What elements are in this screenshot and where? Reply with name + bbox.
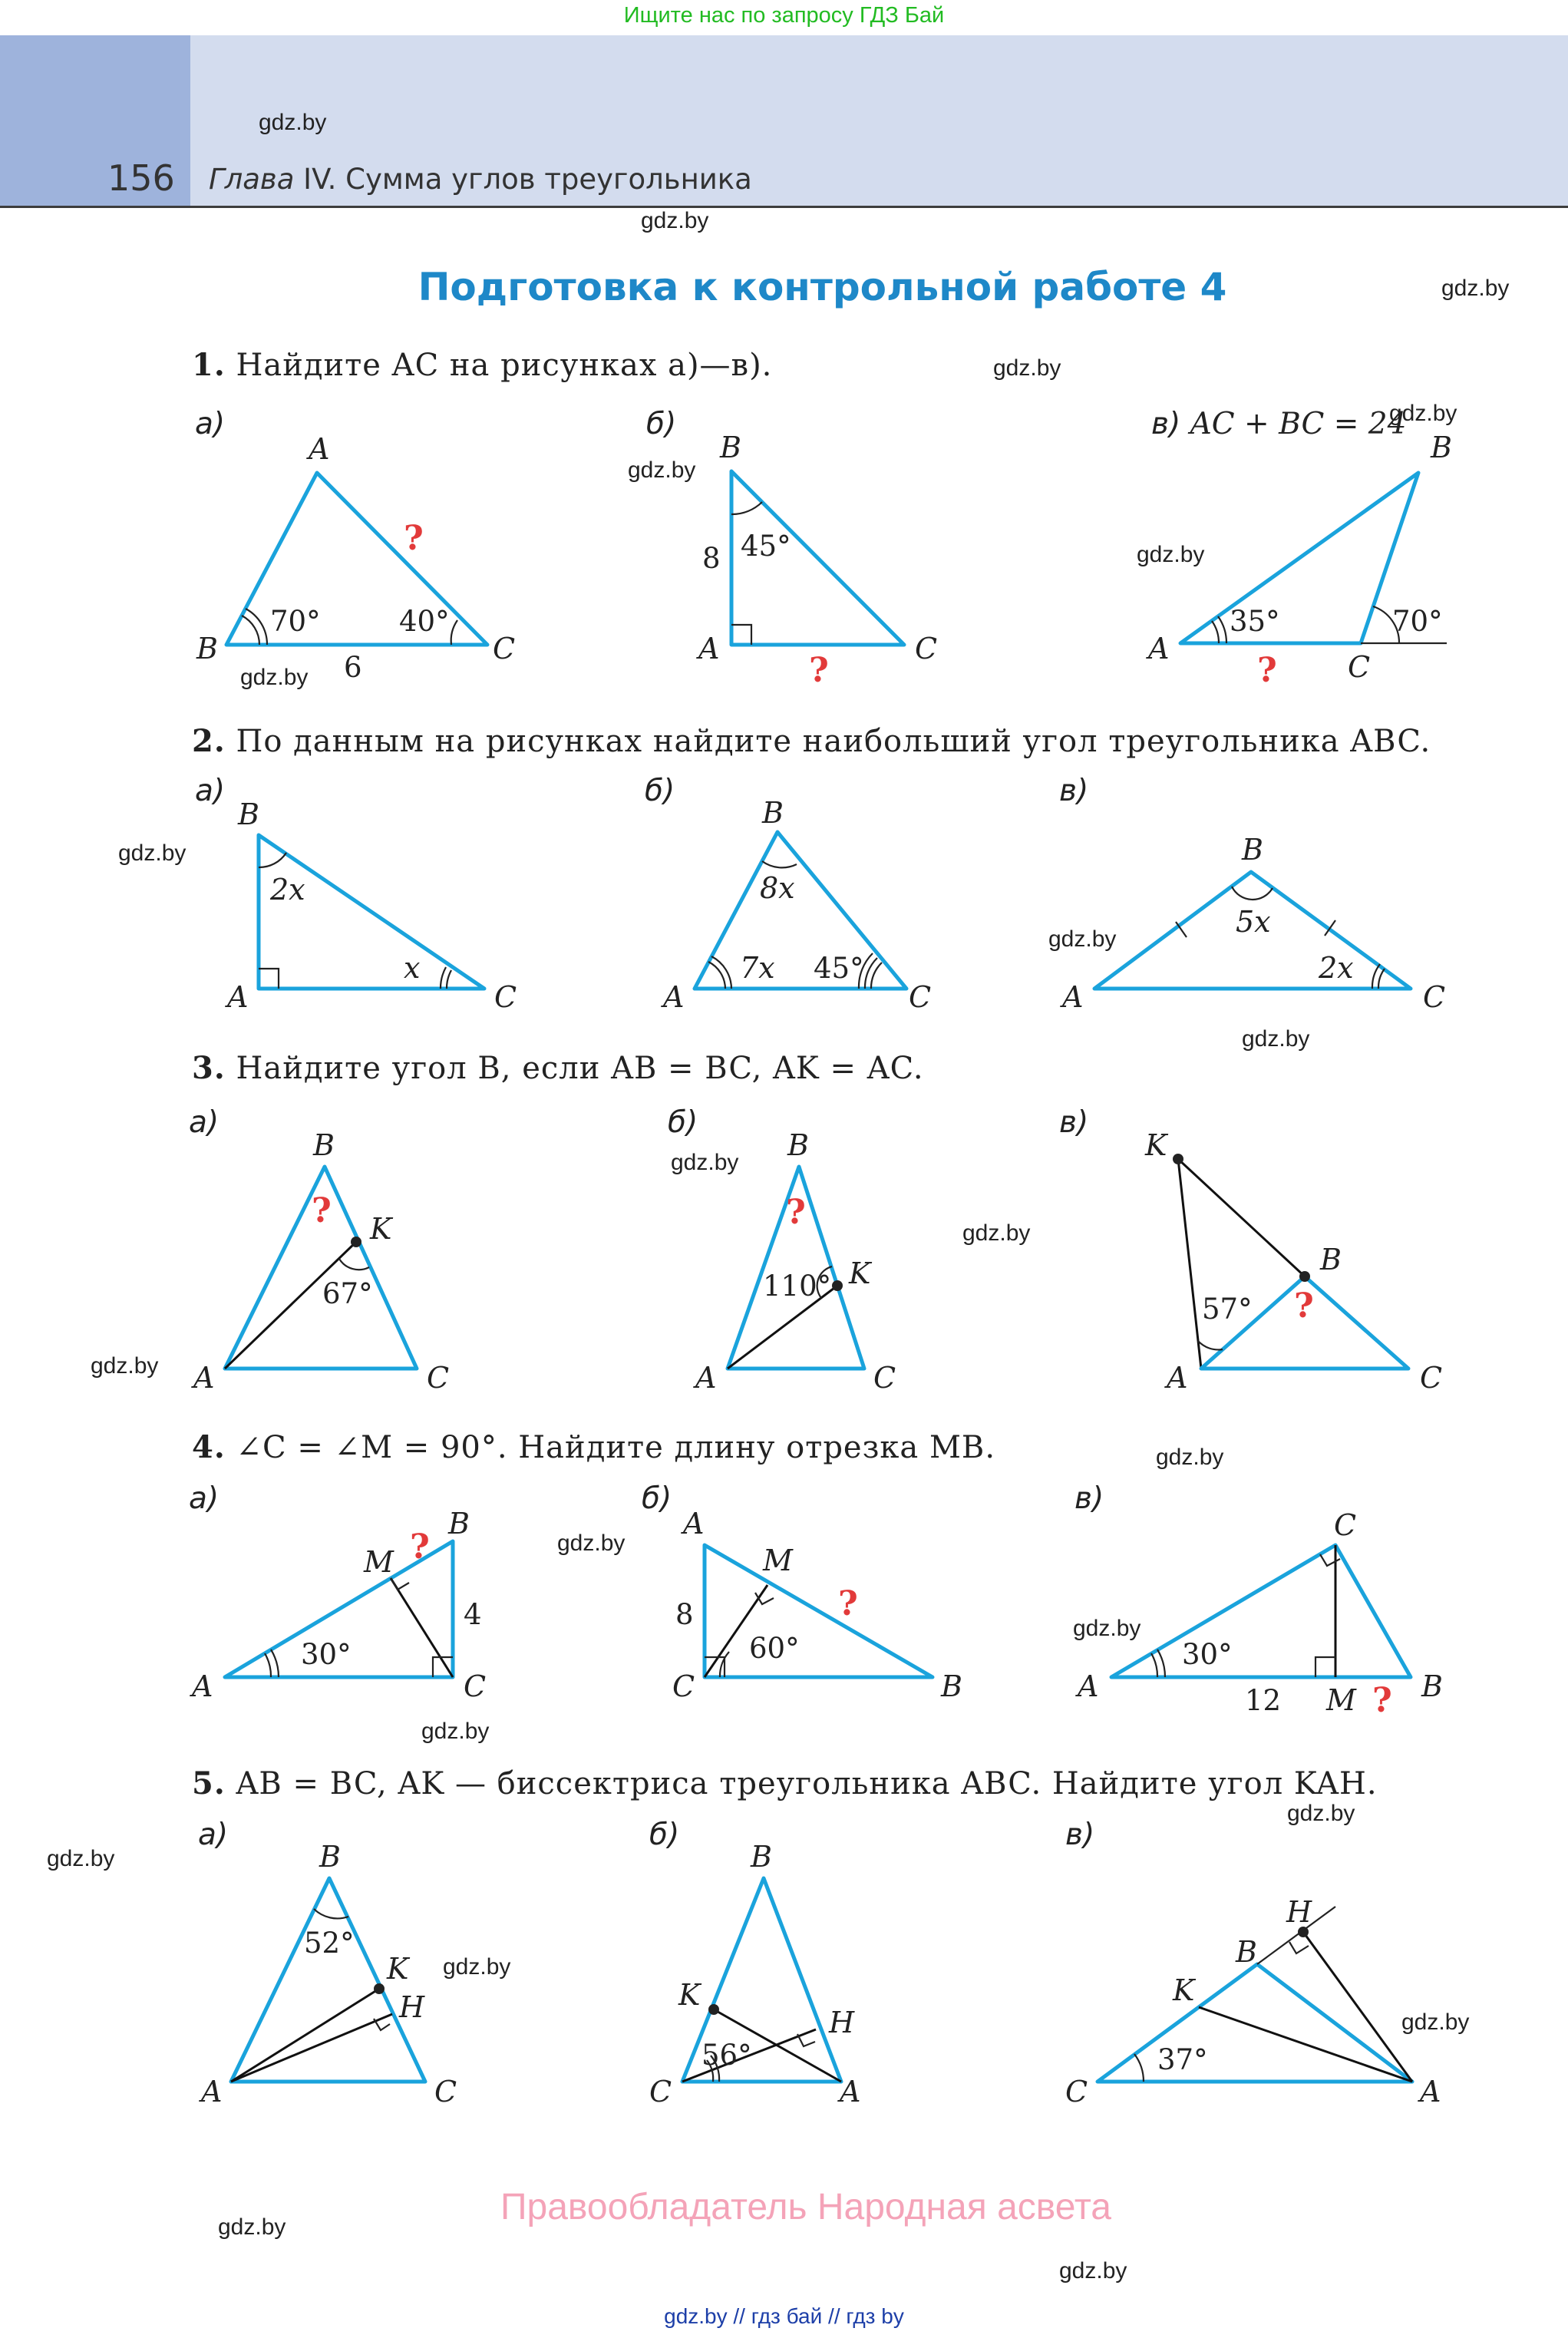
vertex-label: C bbox=[915, 632, 938, 665]
angle-label: 56° bbox=[701, 2039, 752, 2072]
watermark: gdz.by bbox=[47, 1846, 115, 1871]
angle-label: 40° bbox=[399, 605, 450, 638]
footer-links[interactable]: gdz.by // гдз бай // гдз by bbox=[664, 2304, 904, 2328]
vertex-label: B bbox=[1431, 431, 1452, 464]
figure-2b bbox=[661, 796, 931, 1014]
angle-expr: x bbox=[404, 951, 421, 985]
vertex-label: B bbox=[448, 1507, 470, 1541]
figure-2v bbox=[1060, 833, 1445, 1014]
watermark: gdz.by bbox=[962, 1220, 1031, 1246]
angle-label: 60° bbox=[749, 1632, 800, 1665]
vertex-label: C bbox=[1334, 1508, 1357, 1542]
watermark: gdz.by bbox=[1073, 1616, 1141, 1641]
vertex-label: B bbox=[1242, 833, 1263, 867]
chapter-word: Глава bbox=[209, 163, 295, 196]
angle-expr: 2x bbox=[1319, 951, 1354, 985]
watermark: gdz.by bbox=[557, 1531, 626, 1556]
unknown-mark: ? bbox=[1257, 651, 1277, 690]
unknown-mark: ? bbox=[410, 1527, 430, 1567]
watermark: gdz.by bbox=[240, 665, 309, 690]
angle-label: 45° bbox=[814, 952, 864, 985]
unknown-mark: ? bbox=[404, 519, 424, 558]
angle-label: 35° bbox=[1230, 605, 1280, 638]
chapter-name: IV. Сумма углов треугольника bbox=[294, 163, 752, 196]
figure-1a bbox=[196, 432, 515, 684]
point-label: H bbox=[399, 1990, 425, 2024]
angle-expr: 8x bbox=[760, 871, 795, 905]
problem-2: 2. По данным на рисунках найдите наибольший угол треугольника ABC. bbox=[192, 723, 1431, 759]
vertex-label: H bbox=[1286, 1895, 1312, 1929]
figure-4a bbox=[190, 1507, 486, 1703]
sub-label-a: а) bbox=[195, 774, 226, 808]
vertex-label: A bbox=[1078, 1669, 1099, 1703]
sub-label-v: в) bbox=[1059, 774, 1089, 808]
vertex-label: B bbox=[238, 797, 259, 831]
vertex-label: B bbox=[319, 1840, 341, 1874]
angle-label: 70° bbox=[270, 605, 321, 638]
vertex-label: A bbox=[683, 1507, 705, 1541]
side-label: 6 bbox=[344, 651, 362, 684]
unknown-mark: ? bbox=[312, 1191, 332, 1230]
point-label: K bbox=[678, 1978, 701, 2012]
vertex-label: C bbox=[493, 632, 516, 665]
sub-label-a: а) bbox=[195, 407, 226, 441]
vertex-label: C bbox=[1065, 2075, 1088, 2108]
watermark: gdz.by bbox=[1156, 1445, 1224, 1470]
angle-label: 45° bbox=[741, 530, 791, 563]
figure-1v bbox=[1146, 431, 1452, 690]
vertex-label: C bbox=[1423, 980, 1446, 1014]
angle-label: 30° bbox=[1182, 1638, 1233, 1671]
figure-3b bbox=[693, 1128, 896, 1395]
watermark: gdz.by bbox=[421, 1719, 490, 1744]
sub-label-b: б) bbox=[645, 774, 675, 808]
vertex-label: B bbox=[941, 1669, 962, 1703]
point-label: K bbox=[849, 1257, 871, 1290]
watermark: gdz.by bbox=[641, 208, 709, 233]
watermark: gdz.by bbox=[1389, 401, 1457, 426]
vertex-label: A bbox=[1420, 2075, 1441, 2108]
figure-1b bbox=[696, 431, 937, 690]
watermark: gdz.by bbox=[993, 355, 1061, 381]
vertex-label: A bbox=[193, 1361, 215, 1395]
point-label: M bbox=[364, 1545, 394, 1579]
vertex-label: B bbox=[751, 1840, 772, 1874]
watermark: gdz.by bbox=[1401, 2009, 1470, 2035]
watermark: gdz.by bbox=[259, 110, 327, 135]
angle-expr: 7x bbox=[740, 951, 775, 985]
angle-label: 52° bbox=[304, 1927, 355, 1960]
sub-label-v: в) bbox=[1059, 1105, 1089, 1140]
vertex-label: C bbox=[427, 1361, 450, 1395]
problem-5: 5. AB = BC, AK — биссектриса треугольника ABC. Найдите угол KAH. bbox=[192, 1765, 1378, 1801]
problem-3: 3. Найдите угол B, если AB = BC, AK = AC. bbox=[192, 1050, 924, 1086]
side-label: 8 bbox=[702, 542, 721, 575]
angle-expr: 2x bbox=[270, 873, 305, 906]
top-search-banner[interactable]: Ищите нас по запросу ГДЗ Бай bbox=[623, 3, 945, 28]
sub-label-a: а) bbox=[189, 1105, 220, 1140]
angle-label: 67° bbox=[322, 1277, 373, 1310]
angle-label: 30° bbox=[301, 1638, 352, 1671]
vertex-label: K bbox=[1145, 1128, 1167, 1162]
sub-label-v: в) bbox=[1065, 1818, 1095, 1852]
figure-5v bbox=[1065, 1895, 1441, 2108]
vertex-label: C bbox=[434, 2075, 457, 2108]
figure-4b bbox=[672, 1507, 962, 1703]
watermark: gdz.by bbox=[1287, 1801, 1355, 1826]
figure-3v bbox=[1144, 1128, 1442, 1395]
vertex-label: C bbox=[649, 2075, 672, 2108]
vertex-label: B bbox=[787, 1128, 809, 1162]
unknown-mark: ? bbox=[786, 1193, 806, 1232]
watermark: gdz.by bbox=[118, 840, 187, 866]
figure-3a bbox=[191, 1128, 449, 1395]
vertex-label: A bbox=[227, 980, 249, 1014]
sub-label-b: б) bbox=[646, 407, 677, 441]
vertex-label: A bbox=[1148, 632, 1170, 665]
p1v-condition: AC + BC = 24 bbox=[1190, 407, 1407, 441]
figure-5a bbox=[199, 1840, 457, 2108]
page-number: 156 bbox=[107, 157, 175, 199]
point-label: H bbox=[829, 2006, 855, 2039]
angle-label: 70° bbox=[1392, 605, 1443, 638]
side-label: 8 bbox=[675, 1598, 694, 1631]
vertex-label: A bbox=[663, 980, 685, 1014]
vertex-label: A bbox=[201, 2075, 223, 2108]
watermark: gdz.by bbox=[1242, 1026, 1310, 1052]
point-label: M bbox=[1326, 1683, 1356, 1717]
watermark: gdz.by bbox=[628, 457, 696, 483]
vertex-label: C bbox=[464, 1669, 487, 1703]
vertex-label: B bbox=[1320, 1243, 1342, 1276]
copyright-owner-note: Правообладатель Народная асвета bbox=[500, 2187, 1111, 2227]
angle-label: 37° bbox=[1157, 2043, 1208, 2076]
vertex-label: B bbox=[762, 796, 784, 830]
sub-label-b: б) bbox=[668, 1105, 698, 1140]
unknown-mark: ? bbox=[1372, 1681, 1392, 1720]
vertex-label: A bbox=[695, 1361, 717, 1395]
vertex-label: A bbox=[698, 632, 720, 665]
side-label: 4 bbox=[464, 1598, 482, 1631]
point-label: K bbox=[387, 1952, 409, 1986]
vertex-label: A bbox=[840, 2075, 861, 2108]
sub-label-b: б) bbox=[649, 1818, 680, 1852]
vertex-label: B bbox=[720, 431, 741, 464]
vertex-label: B bbox=[1421, 1669, 1443, 1703]
unknown-mark: ? bbox=[838, 1584, 858, 1623]
vertex-label: B bbox=[313, 1128, 335, 1162]
side-label: 12 bbox=[1245, 1684, 1282, 1717]
vertex-label: A bbox=[1167, 1361, 1188, 1395]
page-title: Подготовка к контрольной работе 4 bbox=[418, 265, 1227, 309]
unknown-mark: ? bbox=[1294, 1286, 1314, 1326]
vertex-label: C bbox=[672, 1669, 695, 1703]
sub-label-a: а) bbox=[189, 1481, 220, 1516]
angle-expr: 5x bbox=[1236, 905, 1271, 939]
sub-label-v: в) AC + BC = 24 bbox=[1151, 407, 1407, 441]
sub-label-v: в) bbox=[1074, 1481, 1104, 1516]
vertex-label: C bbox=[1420, 1361, 1443, 1395]
unknown-mark: ? bbox=[809, 651, 829, 690]
vertex-label: B bbox=[196, 632, 218, 665]
vertex-label: A bbox=[309, 432, 330, 466]
figure-4v bbox=[1075, 1508, 1443, 1720]
watermark: gdz.by bbox=[671, 1150, 739, 1175]
watermark: gdz.by bbox=[1059, 2258, 1127, 2284]
point-label: M bbox=[763, 1544, 793, 1577]
vertex-label: C bbox=[873, 1361, 896, 1395]
vertex-label: A bbox=[192, 1669, 213, 1703]
point-label: K bbox=[370, 1212, 392, 1246]
watermark: gdz.by bbox=[91, 1353, 159, 1379]
sub-label-a: а) bbox=[198, 1818, 229, 1852]
vertex-label: C bbox=[1348, 650, 1371, 684]
watermark: gdz.by bbox=[218, 2214, 286, 2240]
vertex-label: C bbox=[909, 980, 932, 1014]
vertex-label: C bbox=[494, 980, 517, 1014]
watermark: gdz.by bbox=[1048, 926, 1117, 952]
sub-label-b: б) bbox=[642, 1481, 672, 1516]
problem-1: 1. Найдите AC на рисунках а)—в). bbox=[192, 347, 773, 383]
figure-2a bbox=[225, 797, 517, 1014]
figure-5b bbox=[649, 1840, 860, 2108]
point-label: K bbox=[1173, 1973, 1195, 2007]
problem-4: 4. ∠C = ∠M = 90°. Найдите длину отрезка MB. bbox=[192, 1429, 996, 1465]
angle-label: 57° bbox=[1202, 1293, 1253, 1326]
angle-label: 110° bbox=[763, 1270, 832, 1303]
watermark: gdz.by bbox=[1137, 542, 1205, 567]
vertex-label: A bbox=[1062, 980, 1084, 1014]
watermark: gdz.by bbox=[443, 1954, 511, 1980]
watermark: gdz.by bbox=[1441, 276, 1510, 301]
vertex-label: B bbox=[1236, 1935, 1257, 1969]
